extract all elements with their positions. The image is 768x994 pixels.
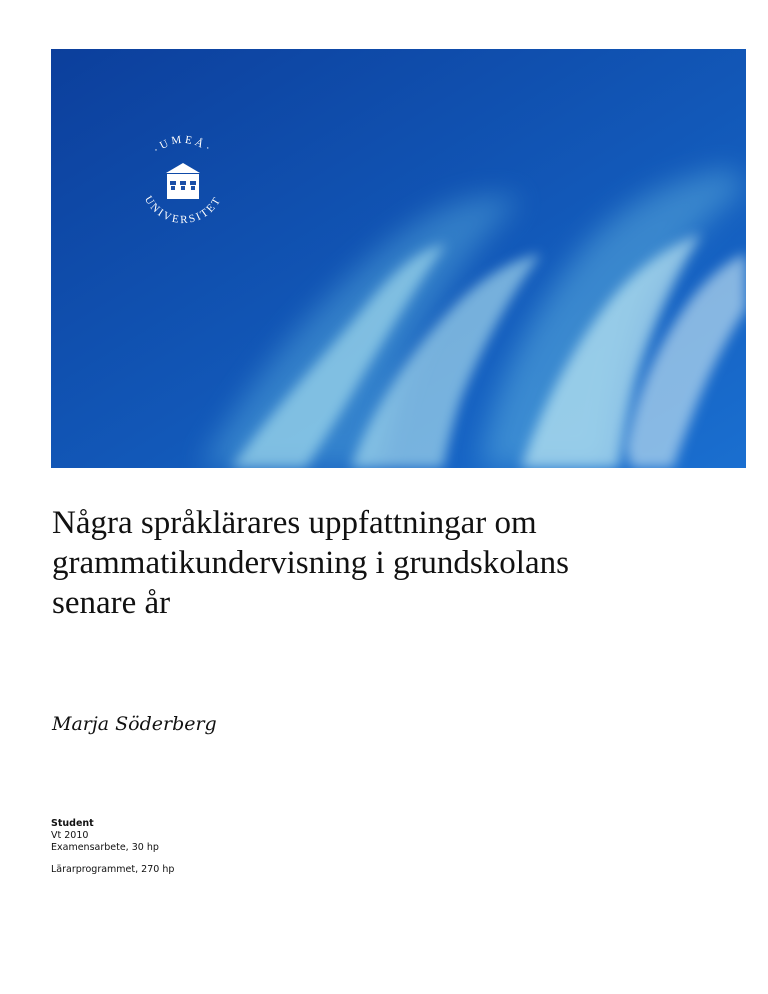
thesis-details (51, 818, 174, 876)
title-line: senare år (52, 585, 171, 621)
cover-image (51, 49, 746, 468)
aurora-background (51, 49, 746, 468)
author-name: Marja Söderberg (52, 713, 217, 735)
thesis-title (52, 503, 742, 623)
umea-university-logo (133, 129, 233, 229)
term: Vt 2010 (51, 830, 89, 841)
title-line: grammatikundervisning i grundskolans (52, 545, 569, 581)
program: Lärarprogrammet, 270 hp (51, 864, 175, 875)
svg-text:UNIVERSITET: UNIVERSITET (141, 193, 224, 227)
title-line: Några språklärares uppfattningar om (52, 505, 537, 541)
course: Examensarbete, 30 hp (51, 842, 159, 853)
svg-text:·UMEÅ·: ·UMEÅ· (151, 133, 215, 157)
student-label: Student (51, 818, 94, 829)
